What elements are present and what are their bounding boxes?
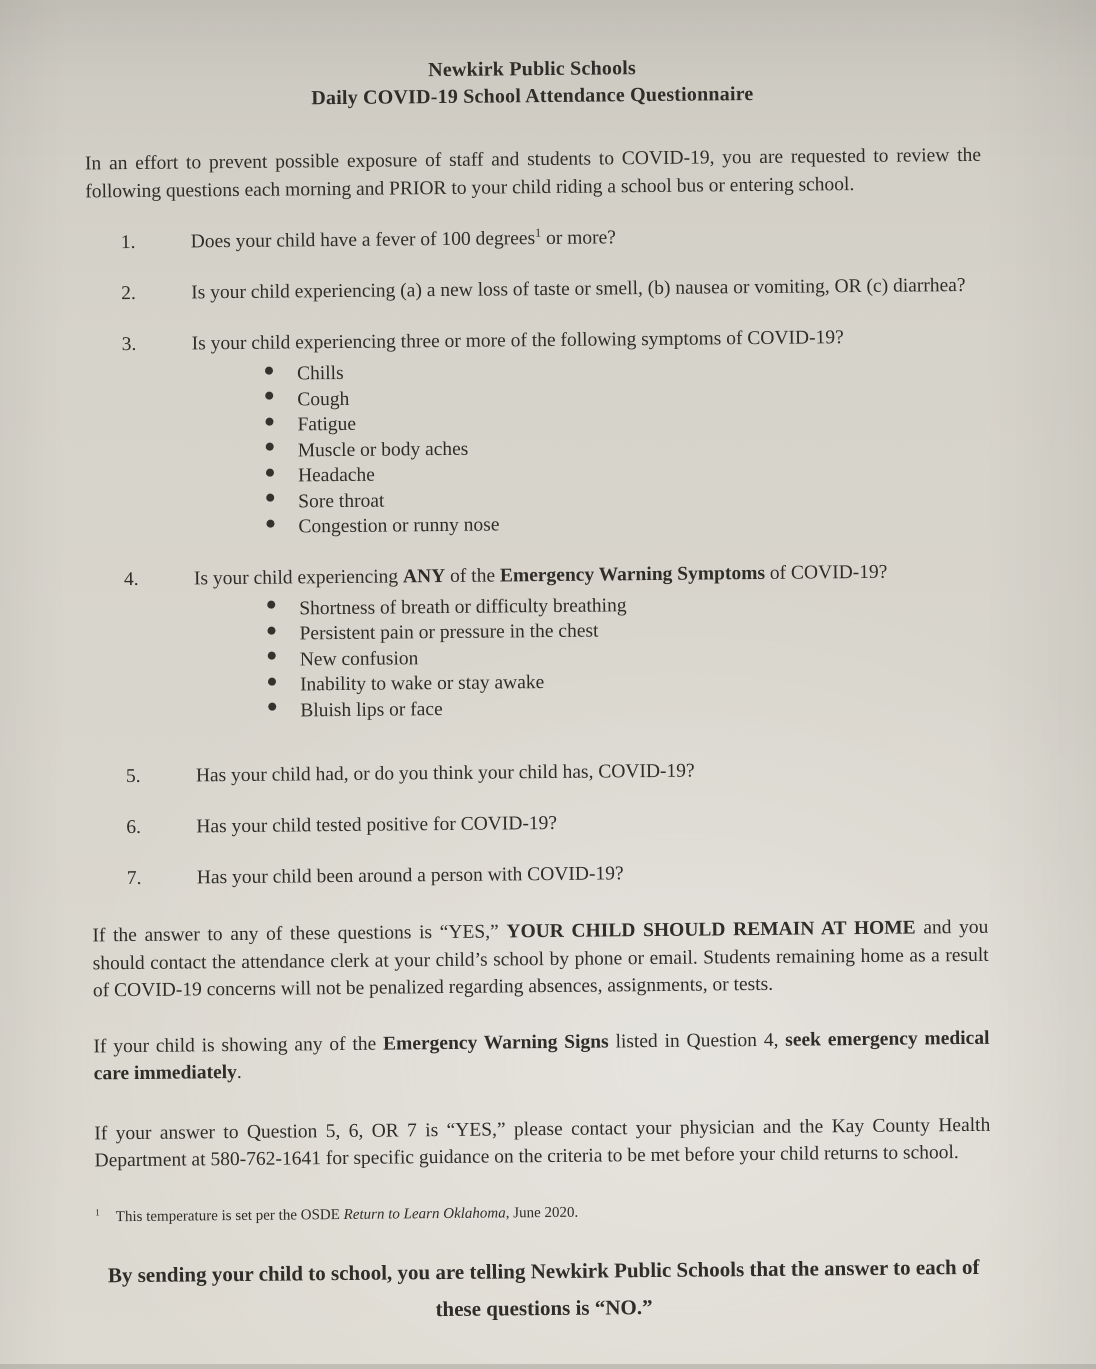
footnote: $^1$ This temperature is set per the OSDE Return to Learn Oklahoma, June 2020. [95, 1204, 579, 1225]
document-header [84, 52, 980, 115]
document-title: Newkirk Public Schools [428, 57, 637, 82]
symptom-text: Bluish lips or face [300, 698, 443, 721]
question-text: Is your child experiencing (a) a new loss of taste or smell, (b) nausea or vomiting, OR (c) diarrhea? [191, 274, 966, 304]
question-number: 4. [123, 568, 139, 590]
question-4 [89, 557, 985, 593]
bullet-icon [268, 652, 276, 660]
symptom-text: Muscle or body aches [297, 438, 469, 461]
intro-paragraph: In an effort to prevent possible exposure of staff and students to COVID-19, you are requested to review the following questions each morning and PRIOR to your child riding a school bus or entering school. [84, 144, 982, 202]
health-department-paragraph: If your answer to Question 5, 6, OR 7 is “YES,” please contact your physician and the Kay County Health Department at 580-762-1641 for specific guidance on the criteria to be met before your child returns to school. [94, 1114, 991, 1172]
question-3 [87, 323, 983, 359]
list-item [266, 508, 984, 540]
symptom-text: Congestion or runny nose [298, 514, 500, 538]
symptom-text: Chills [296, 362, 344, 385]
bullet-icon [266, 468, 274, 476]
symptom-text: New confusion [299, 647, 419, 670]
symptom-text: Fatigue [297, 413, 357, 436]
symptom-list [87, 355, 985, 542]
question-number: 5. [125, 765, 141, 788]
question-text: Is your child experiencing ANY of the Emergency Warning Symptoms of COVID-19? [193, 561, 888, 589]
bullet-icon [265, 392, 273, 400]
symptom-text: Sore throat [298, 490, 385, 512]
question-7 [92, 857, 988, 893]
symptom-text: Persistent pain or pressure in the chest [299, 620, 599, 645]
symptom-text: Headache [297, 464, 375, 487]
bullet-icon [268, 703, 276, 711]
symptom-text: Cough [297, 388, 350, 410]
question-text: Does your child have a fever of 100 degrees$^1$ or more? [190, 225, 616, 253]
question-text: Is your child experiencing three or more of the following symptoms of COVID-19? [191, 327, 844, 355]
emergency-care-paragraph: If your child is showing any of the Emergency Warning Signs listed in Question 4, seek emergency medical care immediately. [93, 1027, 990, 1085]
remain-home-paragraph: If the answer to any of these questions is “YES,” YOUR CHILD SHOULD REMAIN AT HOME and you should contact the attendance clerk at your child’s school by phone or email. Students remaining home as a result of COVID-19 concerns will not be penalized regarding absences, assignments, or tests. [92, 916, 989, 1002]
bullet-icon [267, 626, 275, 634]
bullet-icon [266, 519, 274, 527]
question-text: Has your child tested positive for COVID-19? [196, 812, 558, 838]
question-2 [86, 272, 982, 308]
document-subtitle: Daily COVID-19 School Attendance Questionnaire [311, 83, 754, 110]
bullet-icon [267, 601, 275, 609]
question-text: Has your child been around a person with COVID-19? [196, 863, 624, 889]
bullet-icon [265, 366, 273, 374]
bullet-icon [266, 443, 274, 451]
closing-statement: By sending your child to school, you are telling Newkirk Public Schools that the answer to each of these questions is “NO.” [107, 1254, 980, 1321]
question-6 [91, 806, 987, 842]
symptom-text: Shortness of breath or difficulty breathing [299, 594, 627, 619]
question-number: 3. [121, 333, 137, 356]
question-text: Has your child had, or do you think your child has, COVID-19? [195, 760, 695, 787]
symptom-text: Inability to wake or stay awake [299, 672, 545, 696]
question-number: 1. [120, 231, 136, 254]
question-1 [86, 221, 982, 257]
question-number: 6. [126, 816, 142, 839]
bullet-icon [265, 417, 273, 425]
bullet-icon [268, 677, 276, 685]
bullet-icon [266, 494, 274, 502]
question-5 [91, 755, 987, 791]
question-list [86, 221, 988, 893]
question-number: 7. [126, 867, 142, 890]
question-number: 2. [121, 282, 136, 305]
emergency-symptom-list [89, 589, 986, 725]
